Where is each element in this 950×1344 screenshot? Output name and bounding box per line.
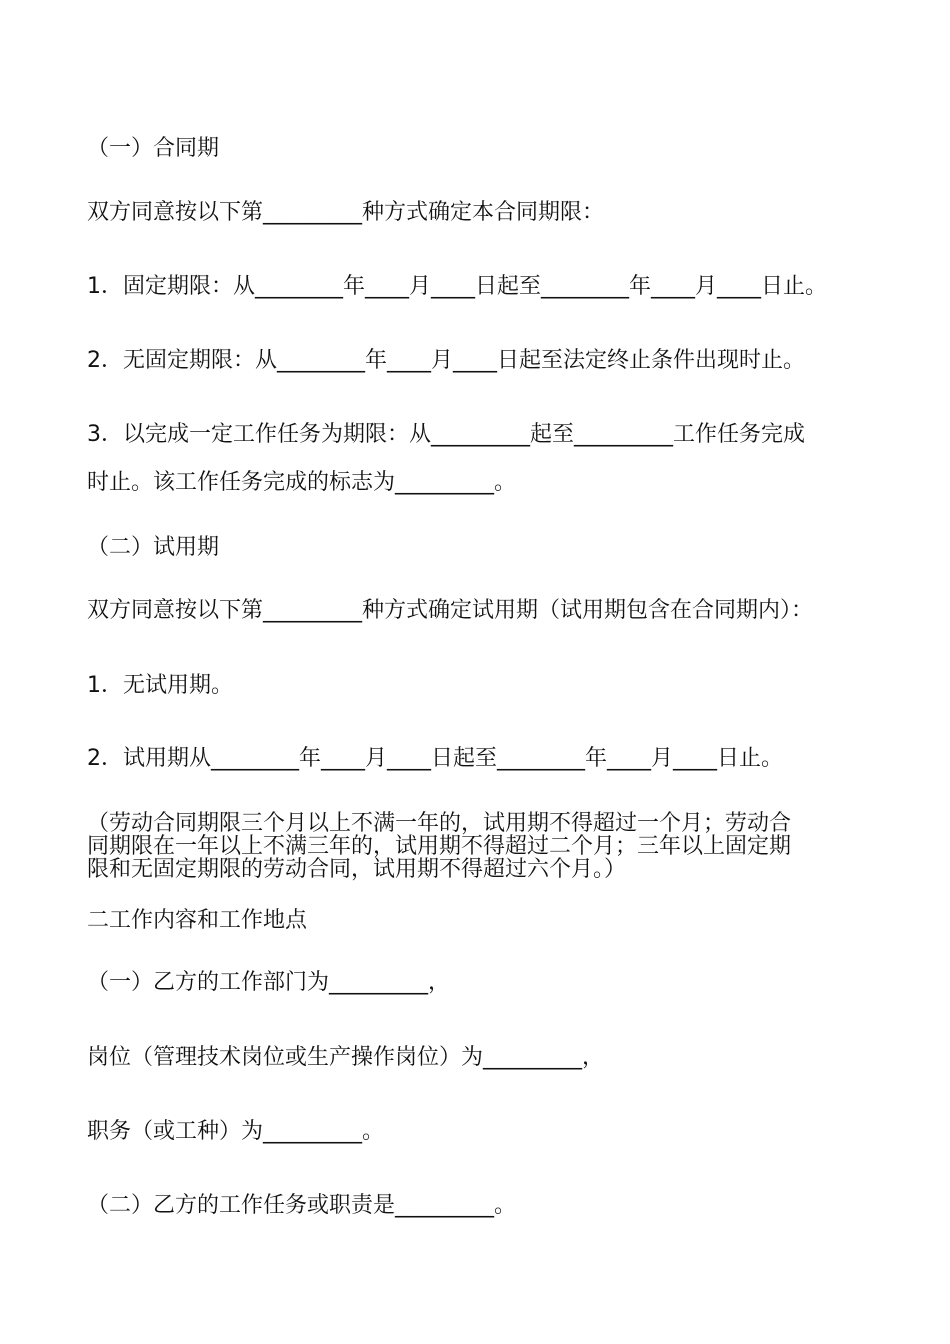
work-position: 岗位（管理技术岗位或生产操作岗位）为_________，	[87, 1045, 605, 1070]
contract-term-choice: 双方同意按以下第_________种方式确定本合同期限：	[87, 200, 605, 225]
work-job-title: 职务（或工种）为_________。	[87, 1119, 385, 1144]
probation-note	[87, 812, 877, 881]
probation-note-line: 限和无固定期限的劳动合同，试用期不得超过六个月。）	[87, 857, 627, 882]
section-heading-contract-term: （一）合同期	[87, 136, 220, 161]
option-open-ended-term: 2．无固定期限：从________年____月____日起至法定终止条件出现时止。	[87, 348, 805, 373]
section-heading-probation: （二）试用期	[87, 535, 220, 560]
probation-note-line: 同期限在一年以上不满三年的，试用期不得超过二个月；三年以上固定期	[87, 834, 792, 859]
probation-choice: 双方同意按以下第_________种方式确定试用期（试用期包含在合同期内）：	[87, 598, 814, 623]
work-duties: （二）乙方的工作任务或职责是_________。	[87, 1193, 517, 1218]
work-department: （一）乙方的工作部门为_________，	[87, 970, 451, 995]
option-task-based-term-cont: 时止。该工作任务完成的标志为_________。	[87, 470, 517, 495]
section-heading-work-content: 二工作内容和工作地点	[87, 908, 308, 933]
option-task-based-term: 3．以完成一定工作任务为期限：从_________起至_________工作任务完成	[87, 422, 805, 447]
probation-note-line: （劳动合同期限三个月以上不满一年的，试用期不得超过一个月；劳动合	[87, 811, 792, 836]
option-no-probation: 1．无试用期。	[87, 673, 233, 698]
option-fixed-term: 1．固定期限：从________年____月____日起至________年____月____日止。	[87, 274, 827, 299]
option-probation-period: 2．试用期从________年____月____日起至________年____月____日止。	[87, 746, 783, 771]
